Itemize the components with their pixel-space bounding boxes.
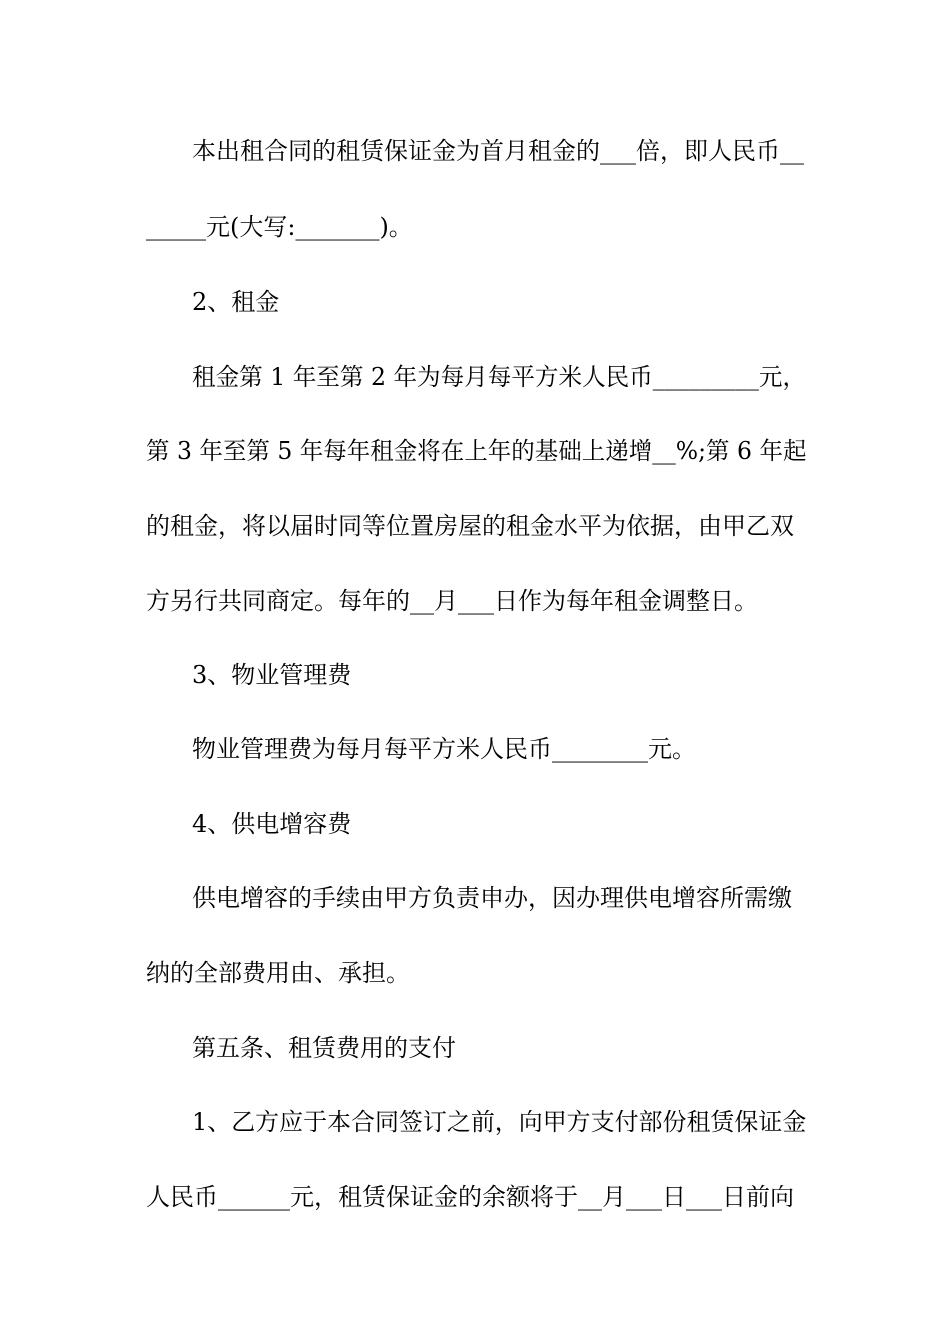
paragraph-line: 物业管理费为每月每平方米人民币________元。: [192, 735, 696, 763]
paragraph-line: _____元(大写:_______)。: [146, 213, 413, 241]
paragraph-line: 第 3 年至第 5 年每年租金将在上年的基础上递增__%;第 6 年起: [146, 437, 807, 465]
section-heading: 4、供电增容费: [192, 810, 352, 838]
paragraph-line: 的租金，将以届时同等位置房屋的租金水平为依据，由甲乙双: [146, 512, 794, 540]
paragraph-line: 供电增容的手续由甲方负责申办，因办理供电增容所需缴: [192, 884, 792, 912]
section-heading: 2、租金: [192, 288, 280, 316]
paragraph-line: 租金第 1 年至第 2 年为每月每平方米人民币_________元，: [192, 363, 807, 391]
paragraph-line: 1、乙方应于本合同签订之前，向甲方支付部份租赁保证金: [192, 1108, 807, 1136]
section-heading: 3、物业管理费: [192, 661, 352, 689]
article-heading: 第五条、租赁费用的支付: [192, 1034, 456, 1062]
paragraph-line: 本出租合同的租赁保证金为首月租金的___倍，即人民币__: [192, 137, 804, 165]
paragraph-line: 方另行共同商定。每年的__月___日作为每年租金调整日。: [146, 587, 758, 615]
paragraph-line: 人民币______元，租赁保证金的余额将于__月___日___日前向: [146, 1183, 794, 1211]
paragraph-line: 纳的全部费用由、承担。: [146, 959, 410, 987]
